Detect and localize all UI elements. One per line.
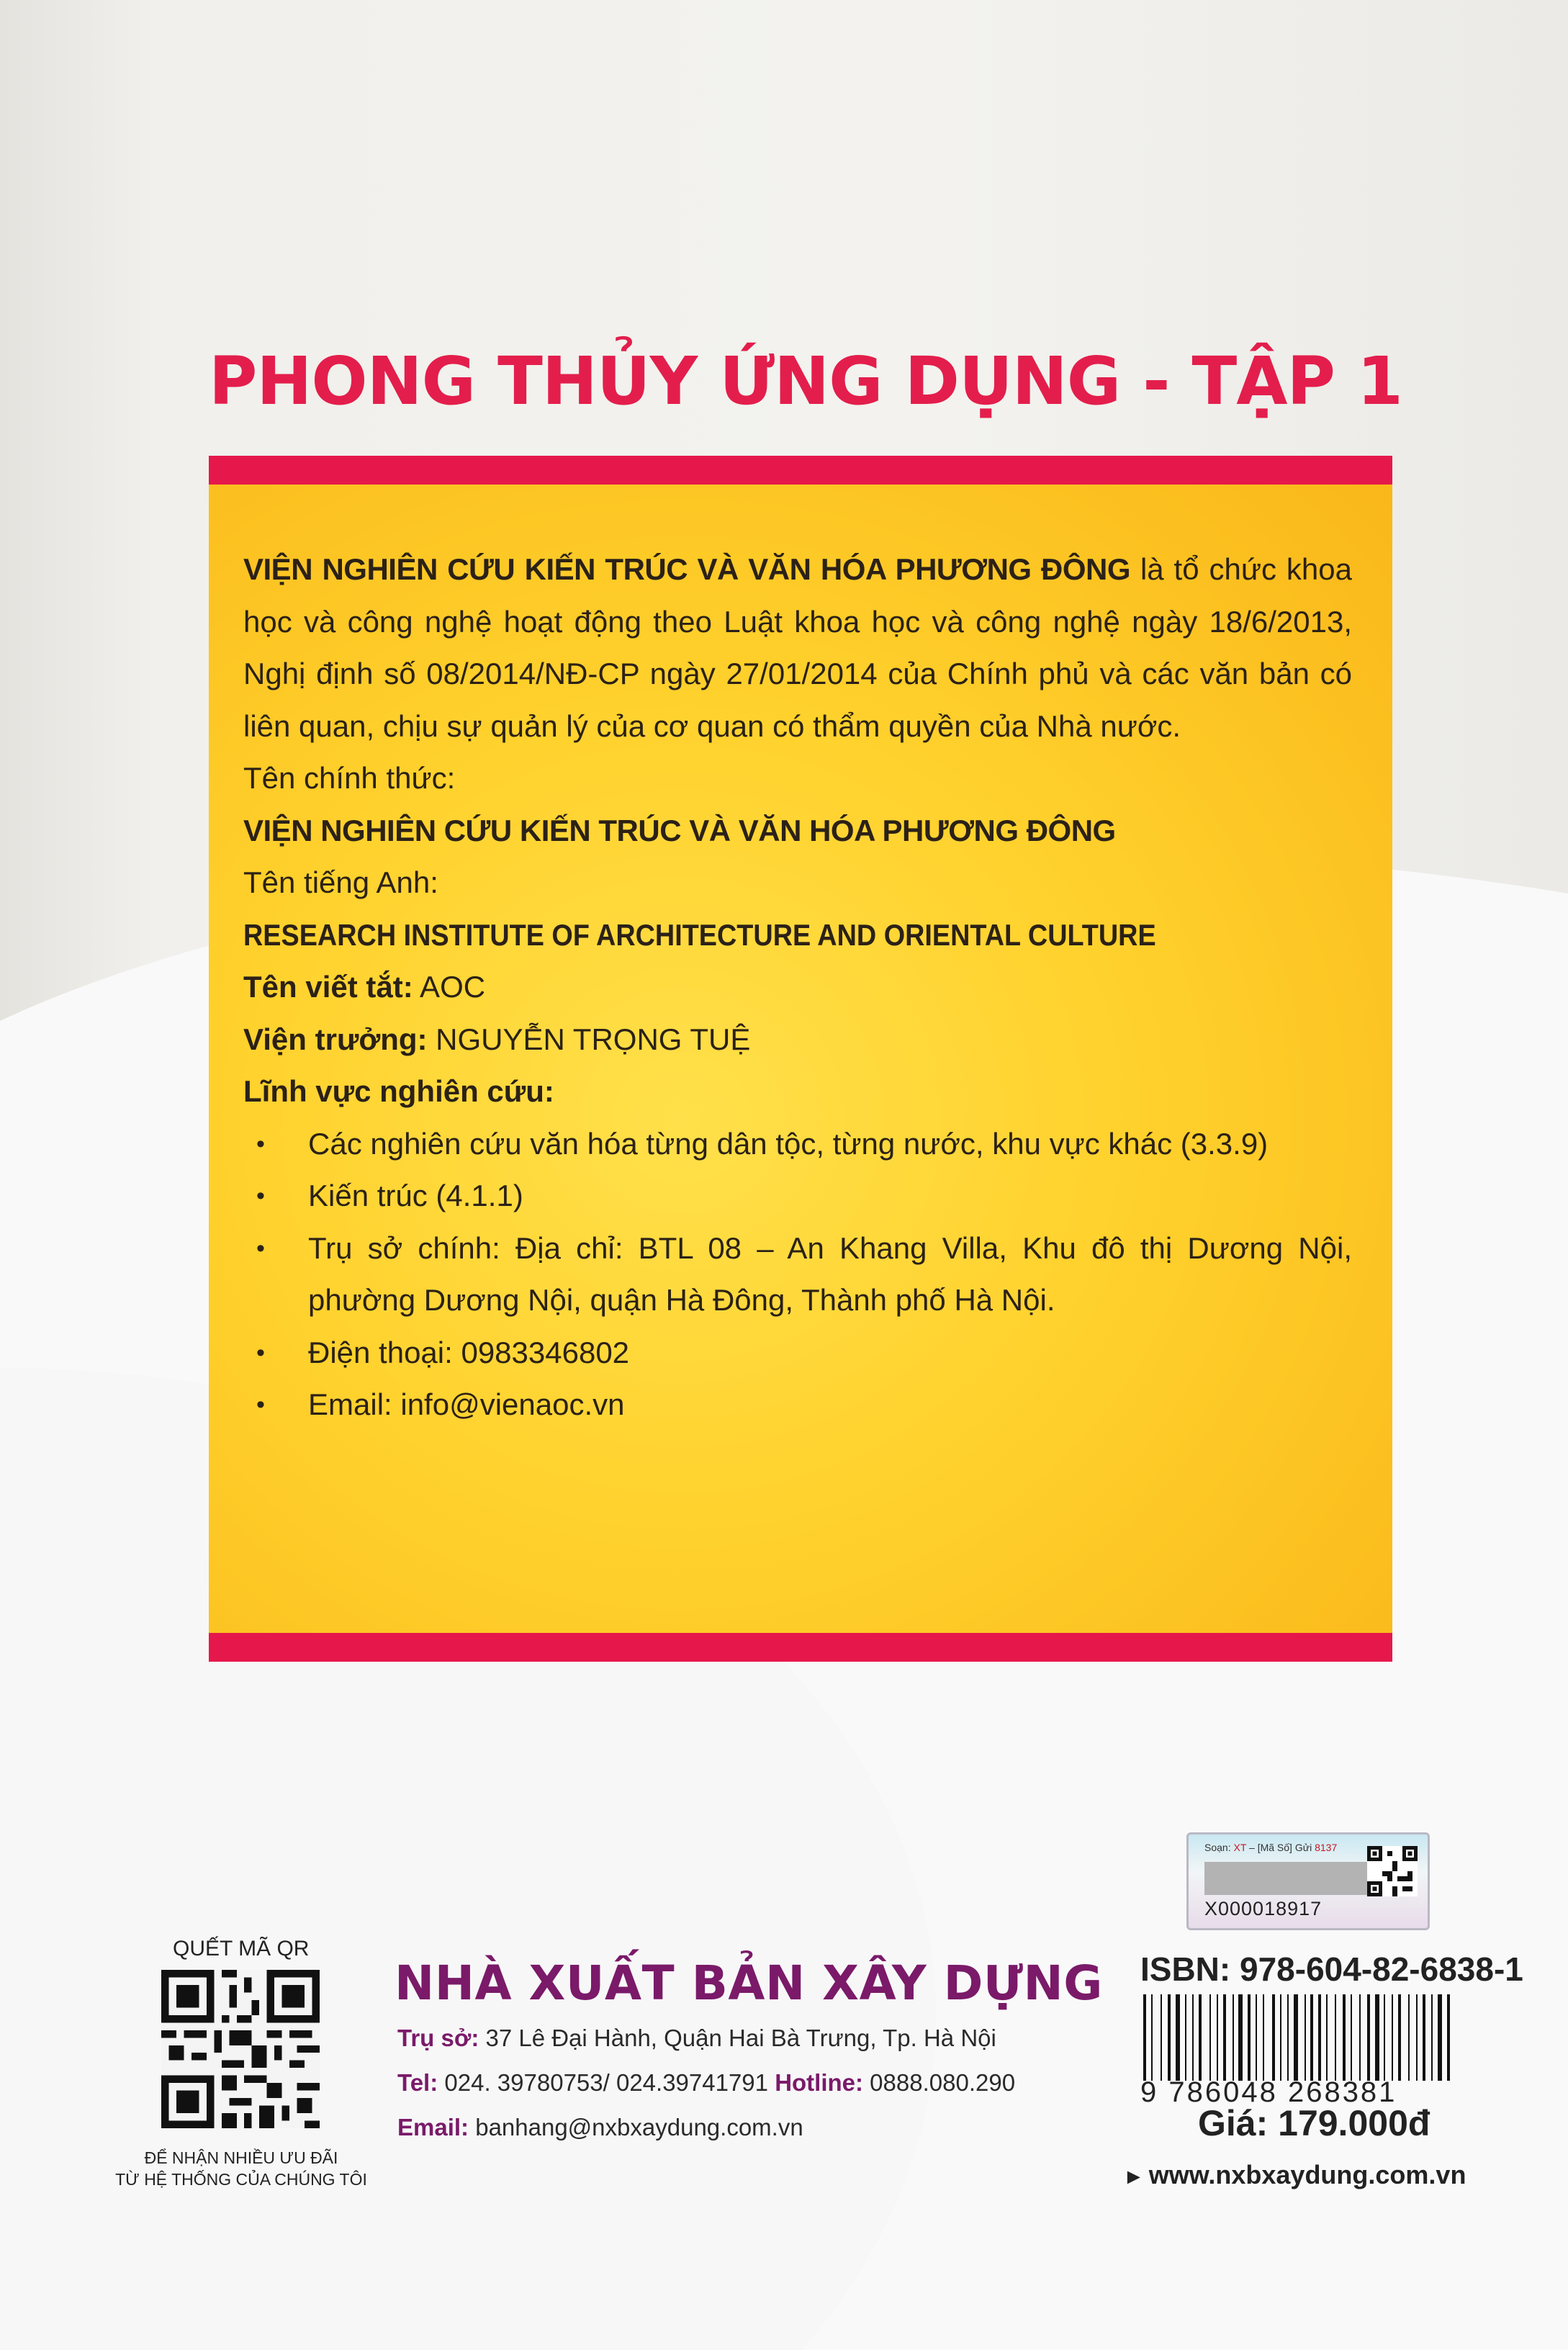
panel-top-bar [209,456,1392,485]
official-name-label: Tên chính thức: [243,761,456,795]
barcode-bar [1318,1994,1321,2081]
barcode-bar [1359,1994,1361,2081]
barcode-bar [1209,1994,1211,2081]
barcode-bar [1161,1994,1162,2081]
barcode-digits: 9 786048 268381 [1140,2076,1397,2108]
barcode-bar [1217,1994,1218,2081]
barcode-bar [1343,1994,1346,2081]
barcode-bar [1384,1994,1385,2081]
barcode-bar [1398,1994,1401,2081]
sticker-qr-icon [1367,1846,1418,1896]
sticker-redacted-field [1204,1862,1370,1895]
list-item: • Điện thoại: 0983346802 [243,1327,1352,1379]
barcode-bar [1310,1994,1313,2081]
isbn: ISBN: 978-604-82-6838-1 [1140,1950,1523,1988]
abbr-row [243,961,1352,1014]
list-item: • Các nghiên cứu văn hóa từng dân tộc, từng nước, khu vực khác (3.3.9) [243,1118,1352,1171]
list-item: • Kiến trúc (4.1.1) [243,1170,1352,1223]
barcode-bar [1326,1994,1328,2081]
sticker-mid: – [Mã Số] Gửi [1246,1842,1312,1853]
tel-value: 024. 39780753/ 024.39741791 [438,2069,775,2096]
publisher-email [397,2114,803,2141]
barcode-bar [1408,1994,1410,2081]
barcode-bar [1263,1994,1264,2081]
address-value: 37 Lê Đại Hành, Quận Hai Bà Trưng, Tp. Hà Nội [479,2025,996,2051]
address-label: Trụ sở: [397,2025,479,2051]
intro-institute-name: VIỆN NGHIÊN CỨU KIẾN TRÚC VÀ VĂN HÓA PHƯƠNG ĐÔNG [243,552,1131,586]
barcode-bar [1287,1994,1289,2081]
barcode-bar [1185,1994,1186,2081]
sticker-red-code: XT [1233,1842,1247,1853]
fields-label: Lĩnh vực nghiên cứu: [243,1074,554,1108]
barcode-bar [1192,1994,1194,2081]
sticker-code: X000018917 [1204,1898,1323,1919]
barcode-bar [1272,1994,1275,2081]
director-value: NGUYỄN TRỌNG TUỆ [427,1022,751,1056]
barcode-bar [1447,1994,1450,2081]
barcode-bar [1431,1994,1433,2081]
hotline-value: 0888.080.290 [863,2069,1016,2096]
list-item: • Email: info@vienaoc.vn [243,1379,1352,1431]
website[interactable] [1123,2160,1466,2190]
tel-label: Tel: [397,2069,438,2096]
website-url[interactable]: www.nxbxaydung.com.vn [1148,2160,1466,2189]
list-item: • Trụ sở chính: Địa chỉ: BTL 08 – An Khang Villa, Khu đô thị Dương Nội, phường Dương Nội, quận Hà Đông, Thành phố Hà Nội. [243,1223,1352,1327]
qr-caption-line-1: ĐỂ NHẬN NHIỀU ƯU ĐÃI [144,2148,338,2167]
book-title: PHONG THỦY ỨNG DỤNG - TẬP 1 [209,343,1402,420]
barcode-bar [1438,1994,1442,2081]
barcode-bar [1294,1994,1298,2081]
barcode-bar [1176,1994,1180,2081]
barcode-bar [1199,1994,1202,2081]
barcode-bar [1151,1994,1153,2081]
sticker-prefix: Soạn: [1204,1842,1231,1853]
hotline-label: Hotline: [775,2069,864,2096]
english-name-row [243,909,1352,962]
panel-body [243,544,1352,1431]
director-row [243,1014,1352,1066]
publisher-phone [397,2069,1015,2097]
barcode-bar [1416,1994,1418,2081]
sticker-header [1204,1842,1337,1853]
barcode-bar [1168,1994,1171,2081]
director-label: Viện trưởng: [243,1022,428,1056]
research-fields-list [243,1118,1352,1431]
barcode-bar [1367,1994,1370,2081]
qr-caption [115,2147,367,2190]
barcode-bar [1351,1994,1352,2081]
barcode-bar [1280,1994,1281,2081]
intro-paragraph [243,544,1352,752]
sticker-red-number: 8137 [1312,1842,1338,1853]
barcode-bar [1335,1994,1336,2081]
english-name-label: Tên tiếng Anh: [243,865,438,899]
barcode-bar [1248,1994,1251,2081]
barcode-bar [1143,1994,1146,2081]
abbr-label: Tên viết tắt: [243,970,413,1004]
email-label: Email: [397,2114,469,2140]
distributor-sticker [1186,1832,1430,1930]
english-name: RESEARCH INSTITUTE OF ARCHITECTURE AND ORIENTAL CULTURE [243,917,1156,952]
barcode-bar [1256,1994,1257,2081]
qr-caption-line-2: TỪ HỆ THỐNG CỦA CHÚNG TÔI [115,2170,367,2189]
barcode-bar [1375,1994,1379,2081]
publisher-name: NHÀ XUẤT BẢN XÂY DỰNG [395,1955,1103,2011]
arrow-right-icon: ► [1123,2165,1145,2189]
abbr-value: AOC [413,970,486,1004]
barcode [1140,1994,1457,2081]
email-value: banhang@nxbxaydung.com.vn [469,2114,803,2140]
barcode-bar [1423,1994,1425,2081]
price: Giá: 179.000đ [1198,2103,1430,2143]
barcode-bar [1233,1994,1234,2081]
info-panel [209,456,1392,1662]
panel-bottom-bar [209,1633,1392,1662]
qr-code-icon[interactable] [161,1970,320,2128]
barcode-bar [1223,1994,1226,2081]
barcode-bar [1392,1994,1393,2081]
barcode-bar [1305,1994,1306,2081]
intro-text: là tổ chức khoa học và công nghệ hoạt động theo Luật khoa học và công nghệ ngày 18/6/2013, Nghị định số 08/2014/NĐ-CP ngày 27/01/2014 của Chính phủ và các văn bản có liên quan, chịu sự quản lý của cơ quan có thẩm quyền của Nhà nước. [243,552,1352,743]
publisher-address [397,2025,996,2052]
qr-label: QUẾT MÃ QR [173,1937,310,1960]
barcode-bar [1238,1994,1243,2081]
official-name: VIỆN NGHIÊN CỨU KIẾN TRÚC VÀ VĂN HÓA PHƯƠNG ĐÔNG [243,813,1116,847]
